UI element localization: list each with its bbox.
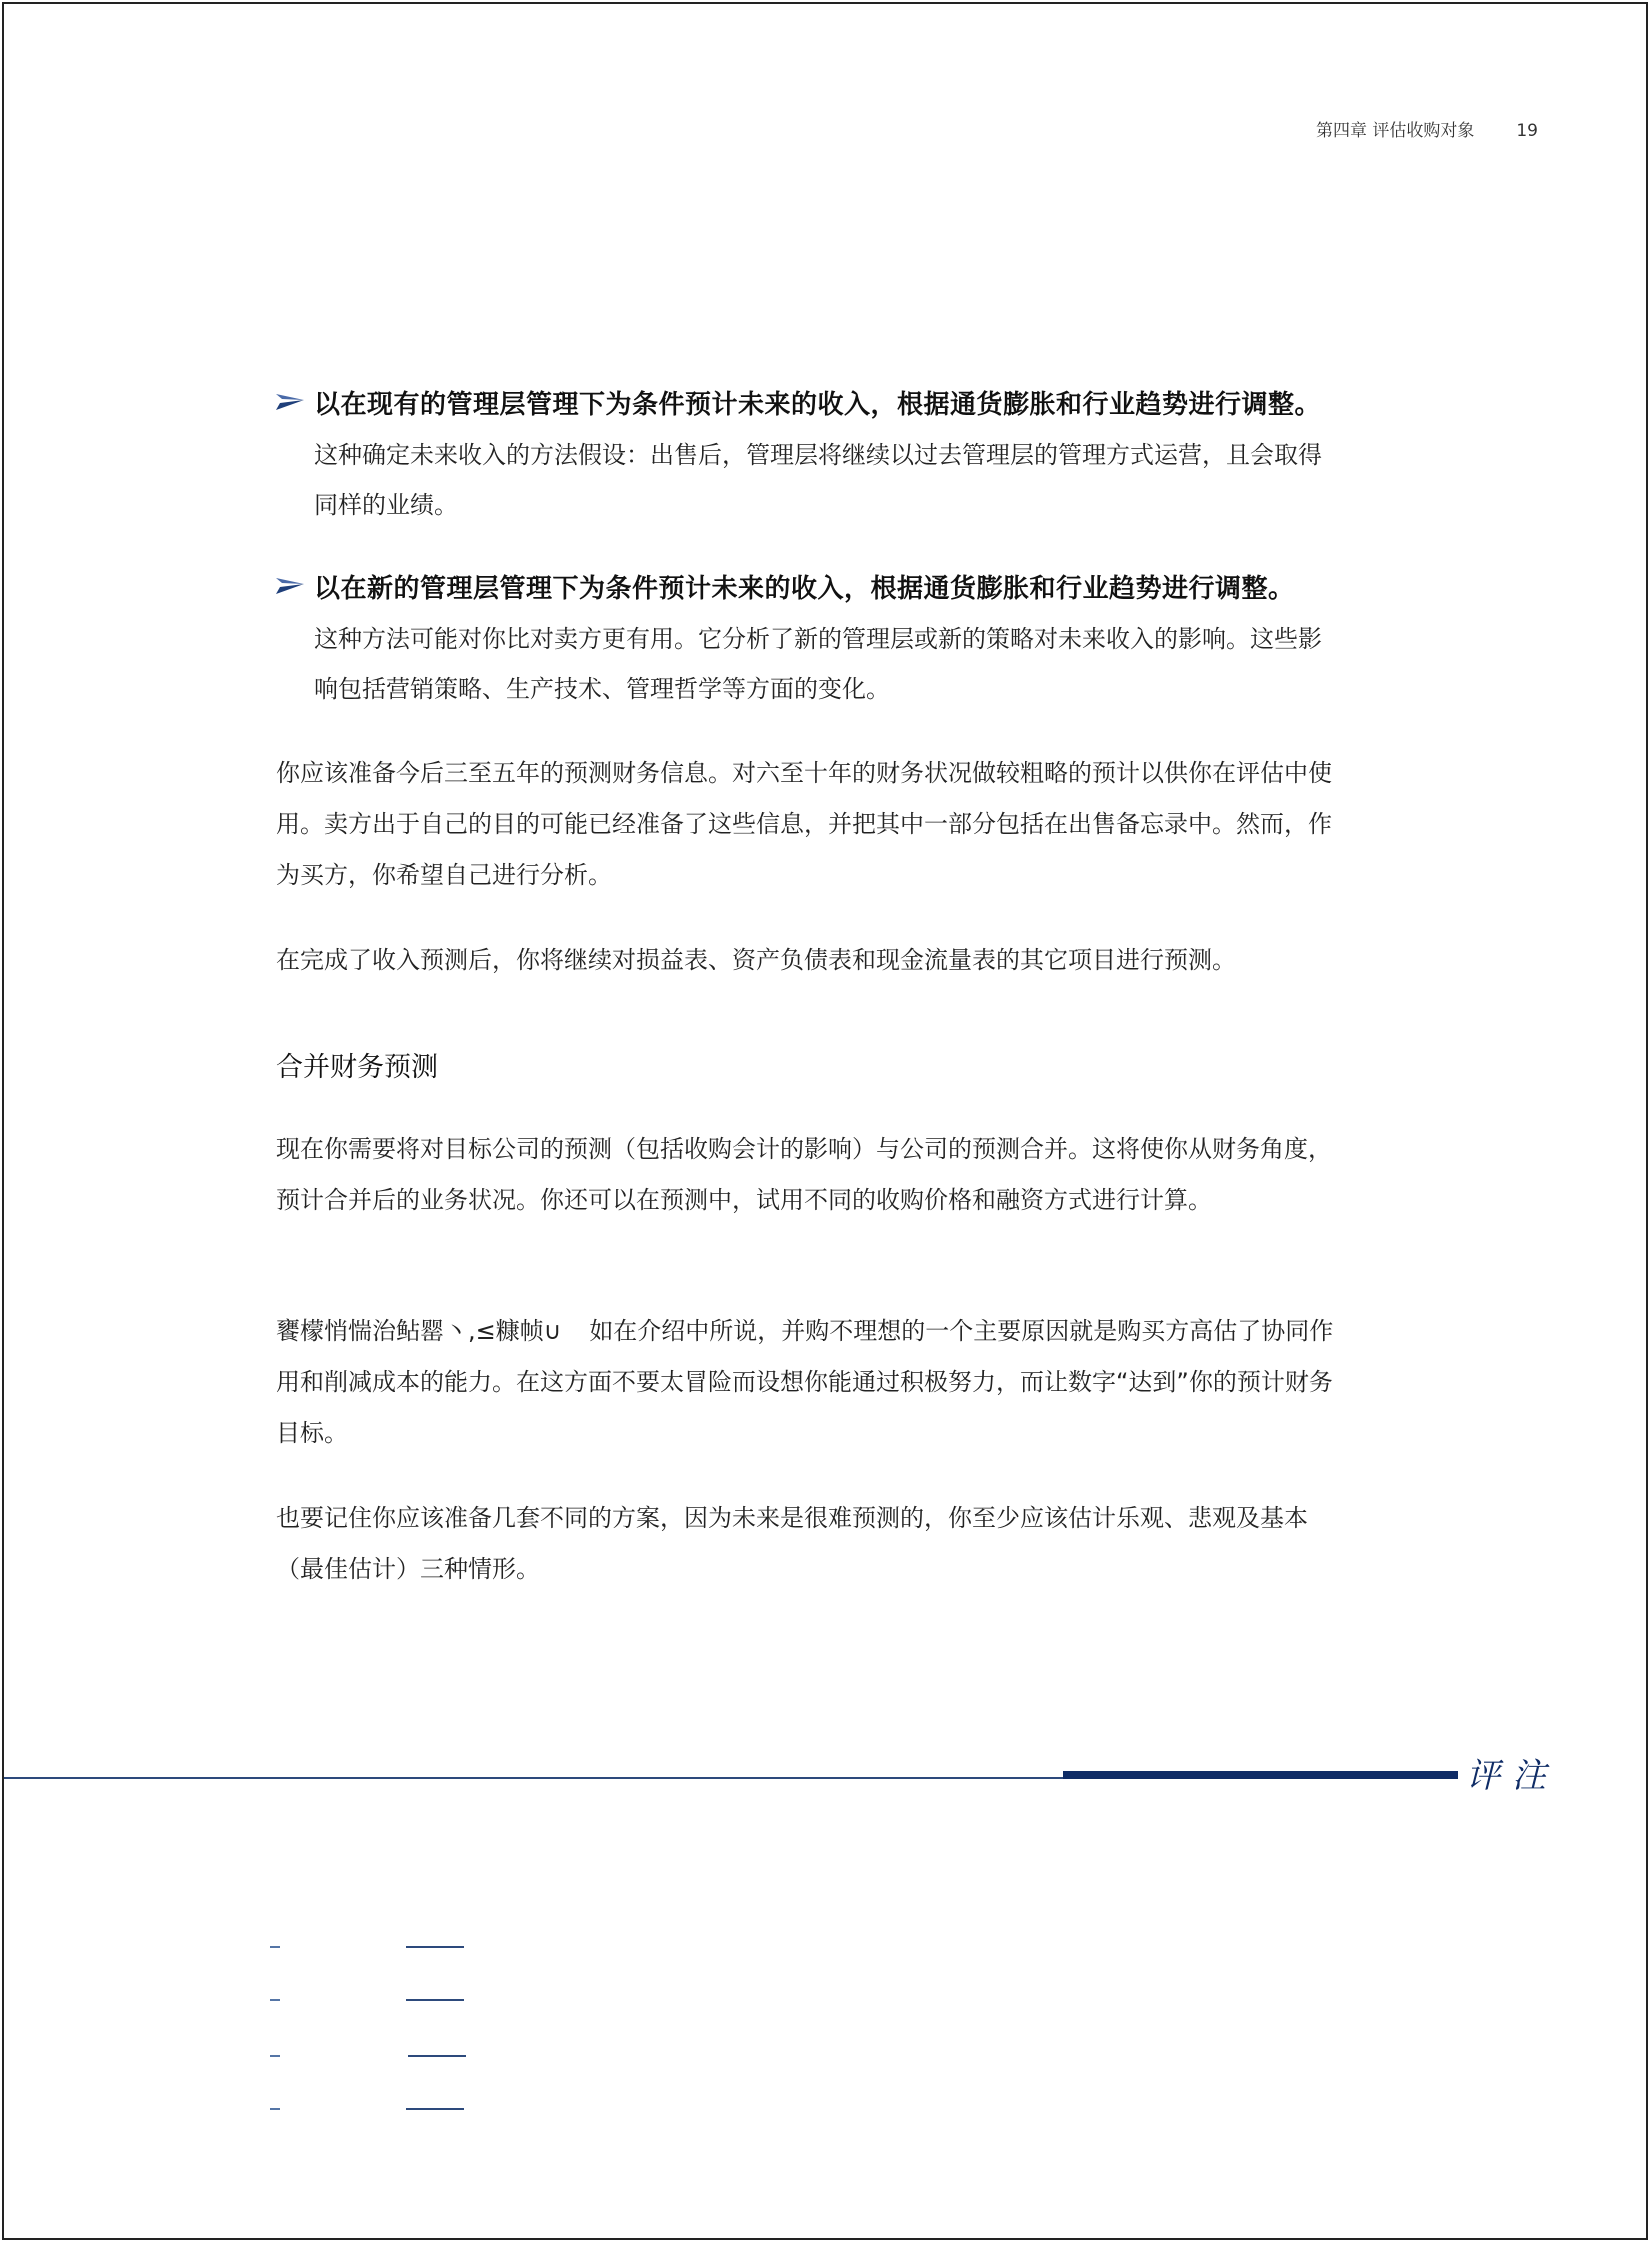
arrow-bullet-icon — [276, 578, 304, 594]
arrow-bullet-icon — [276, 394, 304, 410]
bullet-item — [276, 564, 1340, 714]
paragraph — [276, 1306, 1340, 1459]
paragraph-text: 如在介绍中所说，并购不理想的一个主要原因就是购买方高估了协同作用和削减成本的能力。在这方面不要太冒险而设想你能通过积极努力，而让数字“达到”你的预计财务目标。 — [276, 1317, 1334, 1447]
main-content — [276, 380, 1340, 1629]
bullet-item — [276, 380, 1340, 530]
paragraph: 现在你需要将对目标公司的预测（包括收购会计的影响）与公司的预测合并。这将使你从财务角度，预计合并后的业务状况。你还可以在预测中，试用不同的收购价格和融资方式进行计算。 — [276, 1135, 1332, 1214]
section-heading: 合并财务预测 — [276, 1052, 438, 1083]
bullet-heading: 以在新的管理层管理下为条件预计未来的收入，根据通货膨胀和行业趋势进行调整。 — [314, 574, 1295, 604]
paragraph: 你应该准备今后三至五年的预测财务信息。对六至十年的财务状况做较粗略的预计以供你在评估中使用。卖方出于自己的目的可能已经准备了这些信息，并把其中一部分包括在出售备忘录中。然而，作为买方，你希望自己进行分析。 — [276, 759, 1332, 889]
chapter-title: 第四章 评估收购对象 — [1315, 121, 1475, 141]
garbled-text: 饔檬悄惴治鲇罂丶,≤糠帧∪ — [276, 1317, 562, 1345]
paragraph: 在完成了收入预测后，你将继续对损益表、资产负债表和现金流量表的其它项目进行预测。 — [276, 946, 1236, 974]
bullet-body: 这种确定未来收入的方法假设：出售后，管理层将继续以过去管理层的管理方式运营，且会取得同样的业绩。 — [314, 441, 1322, 519]
page-number: 19 — [1516, 121, 1538, 141]
running-head — [1316, 116, 1538, 141]
notes-label: 评注 — [1466, 1756, 1558, 1796]
bullet-body: 这种方法可能对你比对卖方更有用。它分析了新的管理层或新的策略对未来收入的影响。这些影响包括营销策略、生产技术、管理哲学等方面的变化。 — [314, 625, 1322, 703]
paragraph: 也要记住你应该准备几套不同的方案，因为未来是很难预测的，你至少应该估计乐观、悲观及基本（最佳估计）三种情形。 — [276, 1504, 1308, 1583]
bullet-heading: 以在现有的管理层管理下为条件预计未来的收入，根据通货膨胀和行业趋势进行调整。 — [314, 390, 1322, 420]
